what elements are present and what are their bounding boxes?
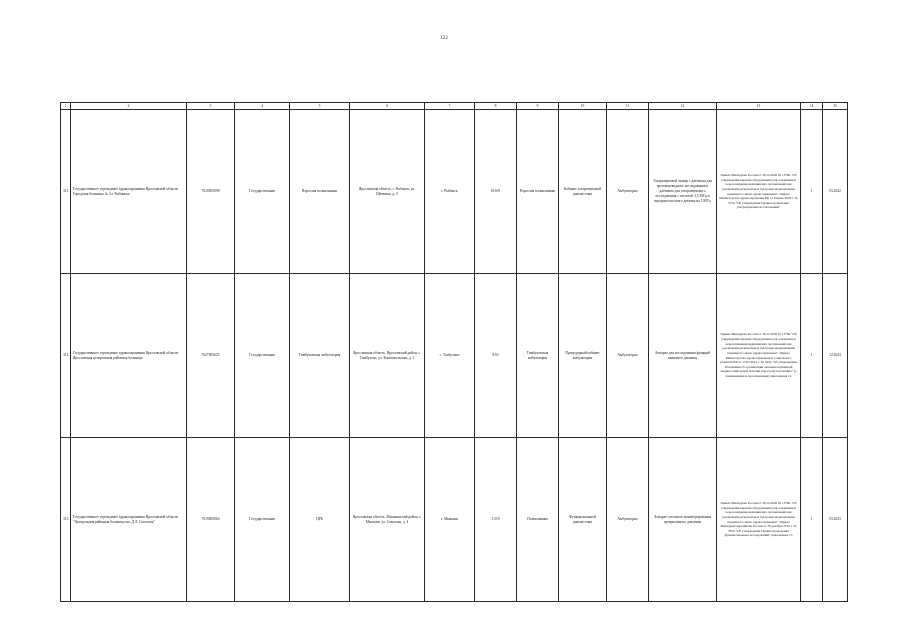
facility-type: Тимбуховская амбулатория (290, 274, 350, 438)
department: Тимбуховская амбулатория (517, 274, 559, 438)
equipment-name: Аппарат для исследования функций внешнего дыхания (649, 274, 717, 438)
unit-name: Процедурный кабинет амбулатории (559, 274, 607, 438)
ownership-form: Государственная (235, 438, 290, 602)
column-number: 11 (607, 103, 649, 110)
row-number: 313. (61, 438, 71, 602)
regulatory-basis: Приказ Минздрава России от 28.12.2020 № 1379н "Об утверждении перечня оборудования для оснащения и переоснащения медицинских организаций при реализации региональных программ модернизации первичного звена здравоохранения". Приказ Министерства здравоохранения и социального развития РФ от 15.05.2012 г. № 543н "Об утверждении Положения об организации оказания первичной медико-санитарной помощи взрослому населению" (с изменениями и дополнениями) приложение 14 (717, 274, 801, 438)
organization-code: 7627003625 (187, 274, 235, 438)
equipment-name: Ультразвуковой сканер с датчиком для чреспищеводного исследования и датчиком для ультразвукового исследования с частотой 3,5 МГц и внутриполостного датчика на 5 МГц (649, 110, 717, 274)
table-row (61, 274, 848, 438)
equipment-name: Аппарат суточного мониторирования артериального давления (649, 438, 717, 602)
column-number: 1 (61, 103, 71, 110)
care-conditions: Амбулаторно (607, 438, 649, 602)
care-conditions: Амбулаторно (607, 110, 649, 274)
column-number: 13 (717, 103, 801, 110)
equipment-register-table (60, 102, 848, 602)
column-number: 9 (517, 103, 559, 110)
department: Взрослая поликлиника (517, 110, 559, 274)
delivery-date: 12.2024 (823, 274, 848, 438)
organization-name: Государственное учреждение здравоохранения Ярославской области Ярославская центральная районная больница (71, 274, 187, 438)
facility-address: Ярославская область, г. Рыбинск, ул. Щепкина, д. 5 (350, 110, 425, 274)
settlement: г. Рыбинск (425, 110, 475, 274)
row-number: 311. (61, 110, 71, 274)
quantity: 1 (801, 438, 823, 602)
unit-name: Кабинет ультразвуковой диагностики (559, 110, 607, 274)
department: Поликлиника (517, 438, 559, 602)
settlement: с. Толбухино (425, 274, 475, 438)
settlement: г. Мышкин (425, 438, 475, 602)
unit-name: Функциональной диагностики (559, 438, 607, 602)
column-number: 5 (290, 103, 350, 110)
column-number: 7 (425, 103, 475, 110)
column-number: 4 (235, 103, 290, 110)
column-number-row (61, 103, 848, 110)
organization-name: Государственное учреждение здравоохранения Ярославской области "Центральная районная больница им. Д.Л. Соколова" (71, 438, 187, 602)
column-number: 12 (649, 103, 717, 110)
column-number: 2 (71, 103, 187, 110)
care-conditions: Амбулаторно (607, 274, 649, 438)
row-number: 312. (61, 274, 71, 438)
column-number: 3 (187, 103, 235, 110)
quantity: 1 (801, 274, 823, 438)
organization-name: Государственное учреждение здравоохранения Ярославской области Городская больница № 4 г. Рыбинска (71, 110, 187, 274)
ownership-form: Государственная (235, 110, 290, 274)
column-number: 14 (801, 103, 823, 110)
page-number: 122 (440, 36, 449, 41)
code-value: 18.691 (475, 110, 517, 274)
facility-address: Ярославская область, Мышкинский район, г. Мышкин, ул. Соколова, д. 4 (350, 438, 425, 602)
facility-type: ЦРБ (290, 438, 350, 602)
regulatory-basis: Приказ Минздрава России от 28.12.2020 № 1379н "Об утверждении перечня оборудования для оснащения и переоснащения медицинских организаций при реализации региональных программ модернизации первичного звена здравоохранения". Приказ Министерства здравоохранения РФ от 8 июня 2020 г. № 557н "Об утверждении Правил проведения ультразвуковых исследований" (717, 110, 801, 274)
table-row (61, 438, 848, 602)
column-number: 10 (559, 103, 607, 110)
organization-code: 7619005064 (187, 438, 235, 602)
column-number: 8 (475, 103, 517, 110)
code-value: 3.519 (475, 438, 517, 602)
table-row (61, 110, 848, 274)
delivery-date: 03.2022 (823, 110, 848, 274)
regulatory-basis: Приказ Минздрава России от 28.12.2020 № 1379н "Об утверждении перечня оборудования для оснащения и переоснащения медицинских организаций при реализации региональных программ модернизации первичного звена здравоохранения". Приказ Минздравсоцразвития России от 28 декабря 2016 г. № 587н "Об утверждении Правил проведения функциональных исследований" приложение 15 (717, 438, 801, 602)
facility-type: Взрослая поликлиника (290, 110, 350, 274)
column-number: 6 (350, 103, 425, 110)
quantity: 1 (801, 110, 823, 274)
organization-code: 7610053098 (187, 110, 235, 274)
facility-address: Ярославская область, Ярославский район, с. Тимбухово, ул. Комсомольская, д. 1 (350, 274, 425, 438)
code-value: 8.03 (475, 274, 517, 438)
ownership-form: Государственная (235, 274, 290, 438)
column-number: 15 (823, 103, 848, 110)
delivery-date: 03.2023 (823, 438, 848, 602)
